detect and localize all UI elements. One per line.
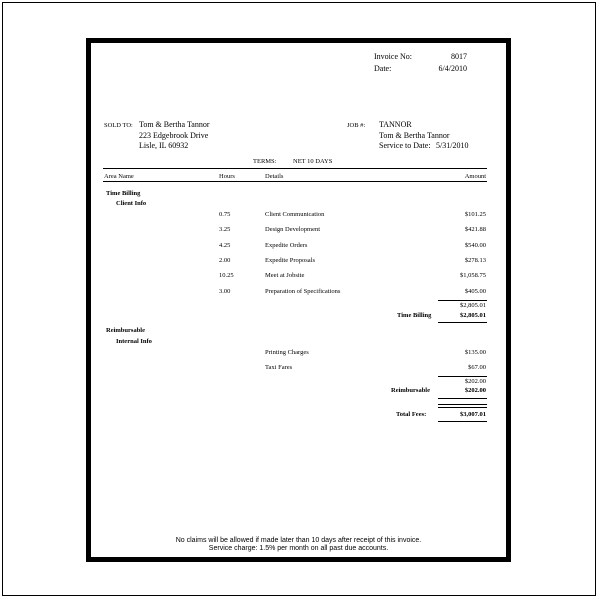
time-billing-subtotal-rule <box>438 300 487 301</box>
sold-to-label: SOLD TO: <box>104 122 133 129</box>
total-fees-top-rule-double <box>438 407 487 408</box>
time-billing-subtotal: $2,805.01 <box>460 302 486 309</box>
time-billing-subtitle: Client Info <box>116 200 147 207</box>
row-amount: $405.00 <box>464 288 486 295</box>
invoice-date: 6/4/2010 <box>438 64 467 73</box>
total-fees-value: $3,007.01 <box>460 411 486 418</box>
invoice-number-label: Invoice No: <box>374 52 412 61</box>
row-amount: $1,058.75 <box>460 272 486 279</box>
reimbursable-total-label: Reimbursable <box>391 387 430 394</box>
row-details: Design Development <box>265 226 321 233</box>
row-amount: $540.00 <box>464 242 486 249</box>
column-amount: Amount <box>464 173 486 180</box>
row-hours: 3.00 <box>219 288 231 295</box>
header-top-rule <box>103 168 487 169</box>
job-id: TANNOR <box>379 120 412 129</box>
row-hours: 4.25 <box>219 242 231 249</box>
row-details: Preparation of Specifications <box>265 288 341 295</box>
total-fees-bottom-rule <box>438 421 487 422</box>
row-hours: 2.00 <box>219 257 231 264</box>
service-date-label: Service to Date: <box>379 141 431 150</box>
row-hours: 10.25 <box>219 272 234 279</box>
reimbursable-subtotal: $202.00 <box>464 378 486 385</box>
invoice-number: 8017 <box>451 52 467 61</box>
invoice-page <box>86 38 511 562</box>
time-billing-title: Time Billing <box>106 190 141 197</box>
column-details: Details <box>265 173 284 180</box>
reimbursable-title: Reimbursable <box>106 327 145 334</box>
row-amount: $135.00 <box>464 349 486 356</box>
reimbursable-total: $202.00 <box>464 387 486 394</box>
reimbursable-subtitle: Internal Info <box>116 338 152 345</box>
row-details: Taxi Fares <box>265 364 293 371</box>
invoice-date-label: Date: <box>374 64 392 73</box>
row-amount: $421.88 <box>464 226 486 233</box>
time-billing-total-rule <box>438 322 487 323</box>
header-bottom-rule <box>103 181 487 182</box>
time-billing-total: $2,805.01 <box>460 312 486 319</box>
row-details: Printing Charges <box>265 349 309 356</box>
column-area-name: Area Name <box>104 173 134 180</box>
row-hours: 0.75 <box>219 211 231 218</box>
reimbursable-total-rule <box>438 398 487 399</box>
sold-to-name: Tom & Bertha Tannor <box>139 120 210 129</box>
row-details: Expedite Proposals <box>265 257 316 264</box>
row-amount: $278.13 <box>464 257 486 264</box>
row-amount: $101.25 <box>464 211 486 218</box>
time-billing-total-label: Time Billing <box>397 312 432 319</box>
footer-claims-note: No claims will be allowed if made later than 10 days after receipt of this invoice. <box>175 537 422 544</box>
total-fees-top-rule <box>438 404 487 405</box>
footer-service-charge-note: Service charge: 1.5% per month on all past due accounts. <box>208 545 389 552</box>
row-details: Expedite Orders <box>265 242 308 249</box>
total-fees-label: Total Fees: <box>396 411 427 418</box>
reimbursable-subtotal-rule <box>438 376 487 377</box>
job-label: JOB #: <box>347 122 366 129</box>
terms-label: TERMS: <box>253 158 277 165</box>
row-hours: 3.25 <box>219 226 231 233</box>
sold-to-address2: Lisle, IL 60932 <box>139 141 189 150</box>
service-date: 5/31/2010 <box>436 141 469 150</box>
row-amount: $67.00 <box>468 364 486 371</box>
column-hours: Hours <box>219 173 235 180</box>
row-details: Meet at Jobsite <box>265 272 305 279</box>
sold-to-address1: 223 Edgebrook Drive <box>139 131 209 140</box>
terms-value: NET 10 DAYS <box>293 158 333 165</box>
job-name: Tom & Bertha Tannor <box>379 131 450 140</box>
row-details: Client Communication <box>265 211 325 218</box>
